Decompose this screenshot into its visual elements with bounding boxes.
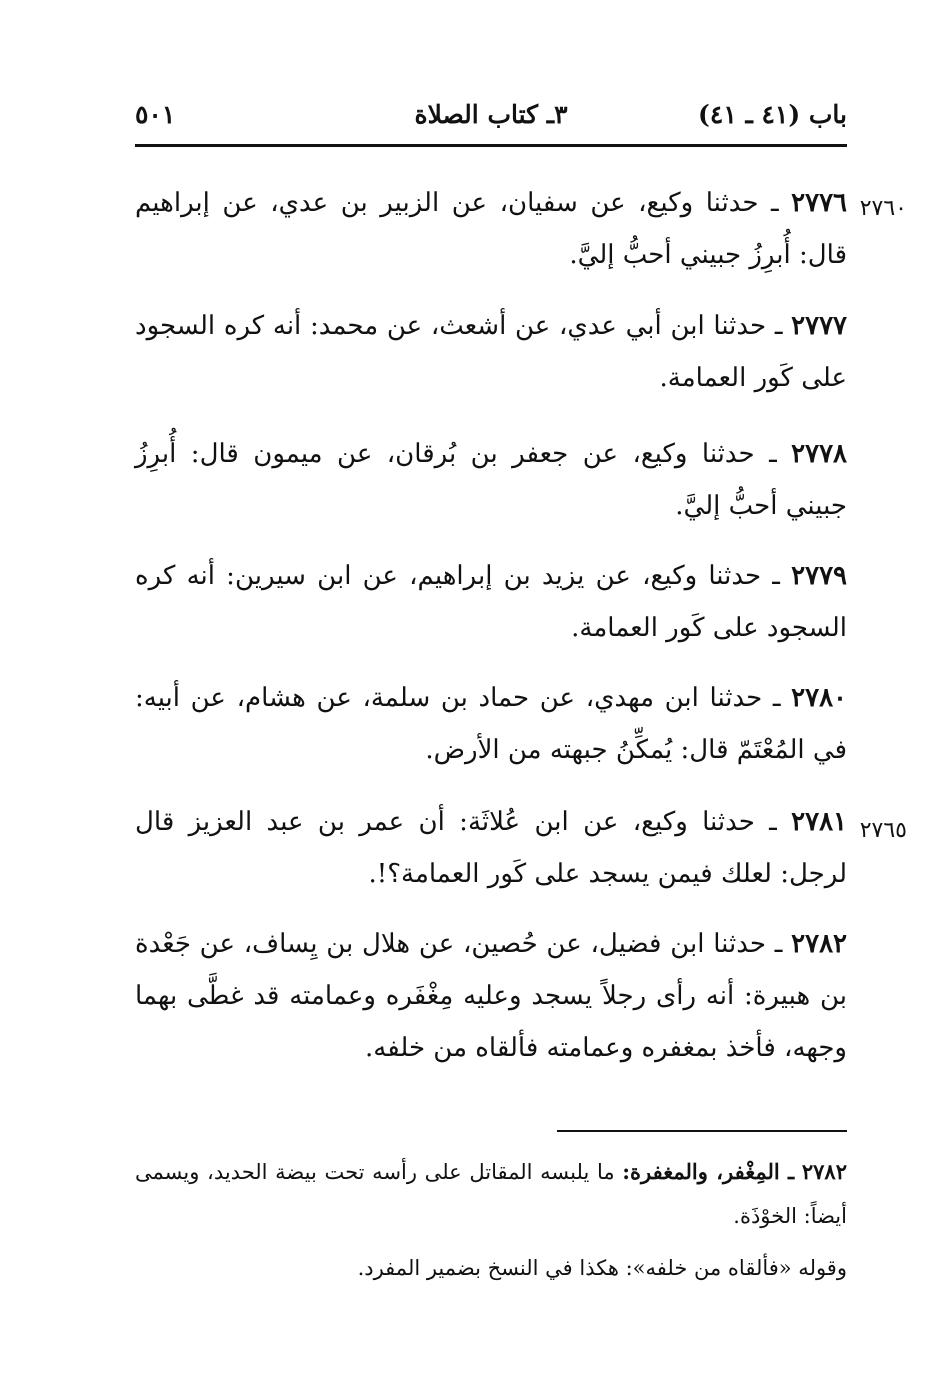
footnote [135, 1150, 847, 1238]
hadith-text: ـ حدثنا وكيع، عن سفيان، عن الزبير بن عدي، عن إبراهيم قال: أُبرِزُ جبيني أحبُّ إليَّ. [135, 188, 847, 270]
footnote-rule [557, 1130, 847, 1132]
hadith-number: ٢٧٧٨ [791, 439, 848, 469]
hadith-number: ٢٧٧٧ [791, 311, 847, 341]
hadith-entry [135, 428, 847, 532]
book-title: ٣ـ كتاب الصلاة [414, 100, 568, 129]
running-header [135, 92, 847, 142]
header-rule [135, 144, 847, 147]
hadith-text: ـ حدثنا وكيع، عن ابن عُلاثَة: أن عمر بن عبد العزيز قال لرجل: لعلك فيمن يسجد على كَور العمامة؟!. [135, 807, 847, 889]
hadith-number: ٢٧٨١ [791, 807, 848, 837]
hadith-text: ـ حدثنا وكيع، عن يزيد بن إبراهيم، عن ابن سيرين: أنه كره السجود على كَور العمامة. [135, 561, 847, 643]
hadith-number: ٢٧٧٩ [791, 561, 848, 591]
chapter-heading: باب (٤١ ـ ٤١) [698, 100, 847, 129]
hadith-number: ٢٧٨٠ [791, 683, 847, 713]
footnote-term: ـ المِغْفر، والمغفرة: [622, 1159, 795, 1184]
hadith-entry [135, 300, 847, 404]
margin-number: ٢٧٦٠ [859, 196, 907, 221]
footnote-text: وقوله «فألقاه من خلفه»: هكذا في النسخ بضمير المفرد. [357, 1256, 847, 1280]
hadith-entry [135, 918, 847, 1074]
hadith-text: ـ حدثنا وكيع، عن جعفر بن بُرقان، عن ميمون قال: أُبرِزُ جبيني أحبُّ إليَّ. [135, 439, 847, 521]
hadith-entry [135, 796, 847, 900]
hadith-number: ٢٧٨٢ [791, 929, 847, 959]
hadith-text: ـ حدثنا ابن أبي عدي، عن أشعث، عن محمد: أنه كره السجود على كَور العمامة. [135, 311, 847, 393]
hadith-text: ـ حدثنا ابن فضيل، عن حُصين، عن هلال بن يِساف، عن جَعْدة بن هبيرة: أنه رأى رجلاً يسجد وعليه مِغْفَره وعمامته قد غطَّى بهما وجهه، فأخذ بمغفره وعمامته فألقاه من خلفه. [135, 929, 847, 1063]
footnote-number: ٢٧٨٢ [801, 1159, 847, 1184]
hadith-number: ٢٧٧٦ [791, 188, 848, 218]
margin-number: ٢٧٦٥ [859, 818, 907, 843]
footnote-text: ما يلبسه المقاتل على رأسه تحت بيضة الحديد، ويسمى أيضاً: الخوْذَة. [135, 1160, 847, 1228]
footnote [135, 1246, 871, 1290]
hadith-entry [135, 672, 847, 776]
hadith-entry [135, 550, 847, 654]
hadith-entry [135, 177, 847, 281]
hadith-text: ـ حدثنا ابن مهدي، عن حماد بن سلمة، عن هشام، عن أبيه: في المُعْتَمّ قال: يُمكِّنُ جبهته من الأرض. [135, 683, 847, 765]
page-number: ٥٠١ [135, 100, 176, 129]
